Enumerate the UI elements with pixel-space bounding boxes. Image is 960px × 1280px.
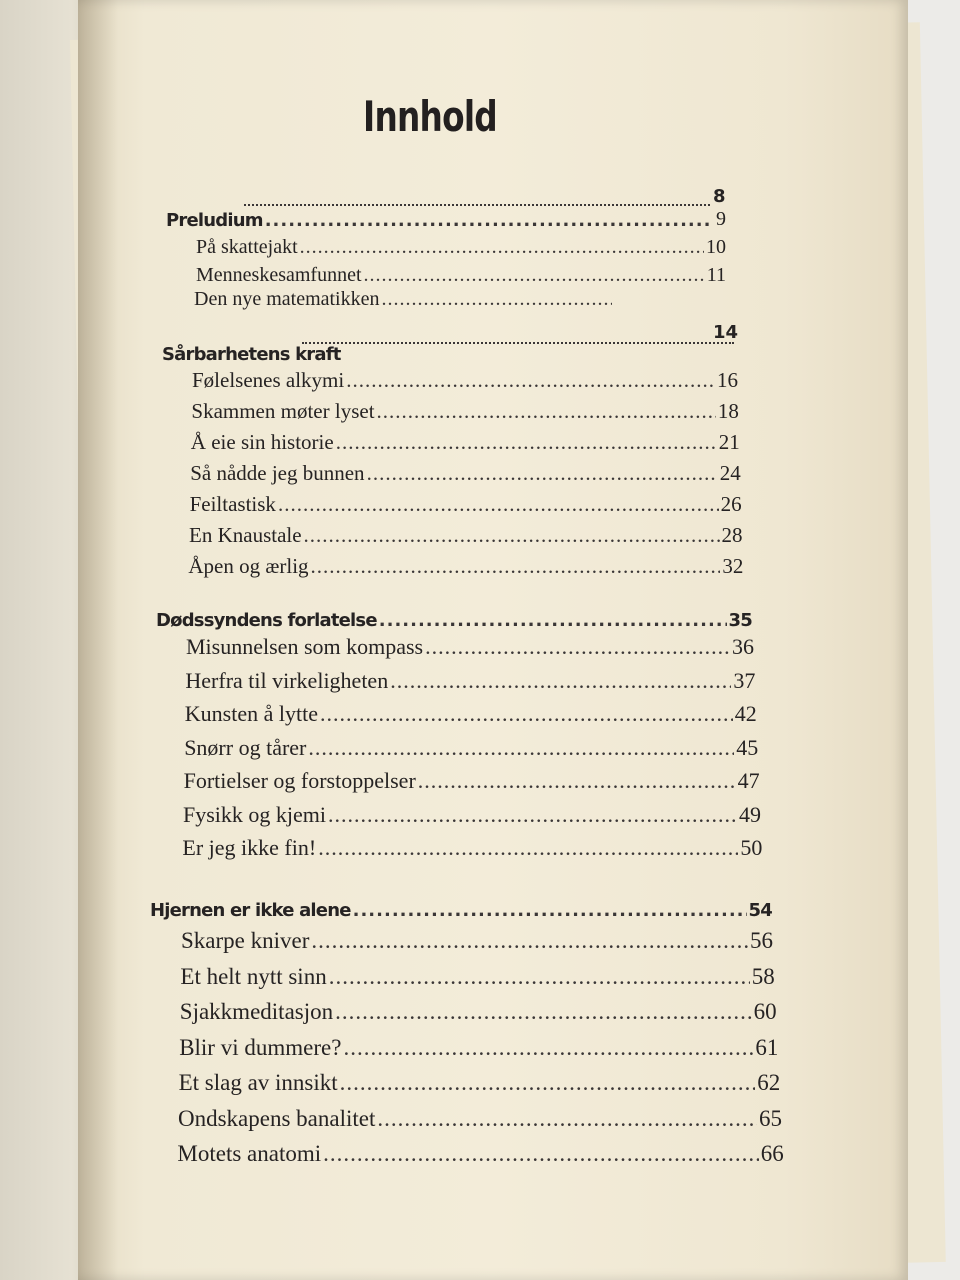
leader-dots (364, 264, 705, 287)
toc-item (185, 668, 755, 694)
leader-dots (336, 430, 717, 455)
toc-section (150, 900, 772, 921)
item-title: Så nådde jeg bunnen (190, 461, 365, 485)
toc-item (194, 288, 614, 311)
leader-dots (390, 668, 731, 694)
item-title: Følelsenes alkymi (192, 368, 345, 392)
leader-dots (340, 1070, 756, 1096)
item-title: Feiltastisk (189, 492, 276, 516)
item-title: Et helt nytt sinn (180, 963, 327, 989)
section-page-number: 8 (713, 186, 726, 207)
item-page-number: 18 (717, 399, 739, 423)
toc-item (183, 802, 761, 828)
toc-item (181, 928, 773, 954)
leader-dots (382, 288, 613, 311)
leader-dots (278, 492, 719, 517)
item-title: Den nye matematikken (194, 288, 380, 310)
item-page-number: 66 (760, 1141, 784, 1166)
toc-item (190, 461, 741, 486)
section-title: Hjernen er ikke alene (150, 900, 351, 921)
item-page-number: 28 (721, 523, 743, 547)
item-title: På skattejakt (196, 236, 298, 258)
toc-item (196, 264, 726, 287)
toc-section (162, 344, 702, 365)
section-page-number: 14 (713, 322, 739, 343)
leader-dots (418, 768, 736, 794)
item-title: Skarpe kniver (181, 928, 310, 953)
item-title: Ondskapens banalitet (178, 1105, 376, 1131)
item-title: Fortielser og forstoppelser (183, 768, 416, 793)
toc-item (196, 208, 726, 231)
toc-item (185, 701, 757, 727)
item-title: Fysikk og kjemi (183, 801, 327, 827)
toc-item (191, 399, 739, 424)
leader-dots (304, 523, 720, 548)
item-page-number: 56 (750, 928, 773, 953)
leader-dots (328, 802, 737, 828)
item-page-number: 32 (722, 554, 744, 578)
item-page-number: 21 (718, 430, 740, 454)
item-page-number: 58 (751, 963, 775, 989)
leader-dots (377, 399, 716, 424)
item-title: Et slag av innsikt (178, 1070, 338, 1095)
item-title: Åpen og ærlig (188, 554, 309, 578)
leader-dots (318, 835, 738, 861)
item-page-number: 11 (706, 264, 726, 286)
toc-item (178, 1106, 782, 1132)
leader-dots (300, 236, 704, 259)
item-page-number: 60 (753, 999, 777, 1024)
leader-dots (367, 461, 718, 486)
section-title: Preludium (166, 210, 263, 231)
item-page-number: 24 (719, 461, 741, 485)
toc-item (192, 368, 738, 393)
toc-item (196, 236, 726, 259)
leader-dots (320, 701, 733, 727)
section-title: Sårbarhetens kraft (162, 344, 341, 365)
leader-dots (343, 1035, 753, 1061)
toc-item (191, 430, 740, 455)
toc-item (186, 634, 754, 660)
toc-item (180, 999, 777, 1025)
leader-dots (311, 554, 721, 579)
toc-item (180, 964, 774, 990)
item-title: Sjakkmeditasjon (179, 999, 334, 1024)
item-page-number: 26 (720, 492, 742, 516)
item-title: Skammen møter lyset (191, 399, 375, 423)
toc-item (179, 1070, 781, 1096)
item-title: Herfra til virkeligheten (185, 667, 389, 693)
item-page-number: 16 (717, 368, 738, 392)
section-rule (244, 204, 710, 206)
leader-dots (353, 900, 747, 921)
section-title: Dødssyndens forlatelse (156, 610, 377, 631)
item-page-number: 61 (755, 1034, 779, 1060)
item-title: En Knaustale (189, 523, 302, 547)
item-page-number: 42 (734, 701, 757, 726)
item-page-number: 9 (716, 208, 726, 230)
leader-dots (425, 634, 730, 660)
item-title: Er jeg ikke fin! (182, 835, 317, 860)
item-page-number: 62 (757, 1070, 781, 1095)
item-page-number: 10 (706, 236, 726, 258)
item-title: Å eie sin historie (190, 430, 334, 454)
section-page-number: 54 (748, 900, 772, 921)
leader-dots (346, 368, 715, 393)
page-title: Innhold (363, 92, 497, 141)
leader-dots (379, 610, 727, 631)
leader-dots (323, 1141, 759, 1167)
item-page-number: 47 (737, 768, 760, 793)
toc-item (179, 1035, 778, 1061)
item-title: Menneskesamfunnet (196, 264, 362, 286)
toc-item (177, 1141, 783, 1167)
toc-item (184, 735, 758, 761)
leader-dots (308, 735, 734, 761)
item-title: Kunsten å lytte (184, 701, 318, 726)
toc-section (156, 610, 752, 631)
toc-item (190, 492, 742, 517)
item-title: Motets anatomi (177, 1141, 322, 1166)
leader-dots (329, 964, 750, 990)
item-page-number: 49 (739, 801, 761, 827)
toc-item (182, 835, 762, 861)
item-page-number: 36 (732, 634, 754, 659)
item-title: Misunnelsen som kompass (186, 634, 424, 659)
toc-item (184, 768, 760, 794)
item-title: Snørr og tårer (184, 734, 307, 760)
leader-dots (335, 999, 751, 1025)
leader-dots (377, 1106, 757, 1132)
item-page-number: 50 (740, 835, 763, 860)
item-page-number: 65 (759, 1105, 782, 1131)
toc-item (188, 554, 743, 579)
section-page-number: 35 (728, 610, 752, 631)
leader-dots (311, 928, 748, 954)
item-page-number: 37 (733, 667, 756, 693)
toc-item (189, 523, 743, 548)
item-page-number: 45 (736, 734, 759, 760)
item-title: Blir vi dummere? (179, 1034, 342, 1060)
